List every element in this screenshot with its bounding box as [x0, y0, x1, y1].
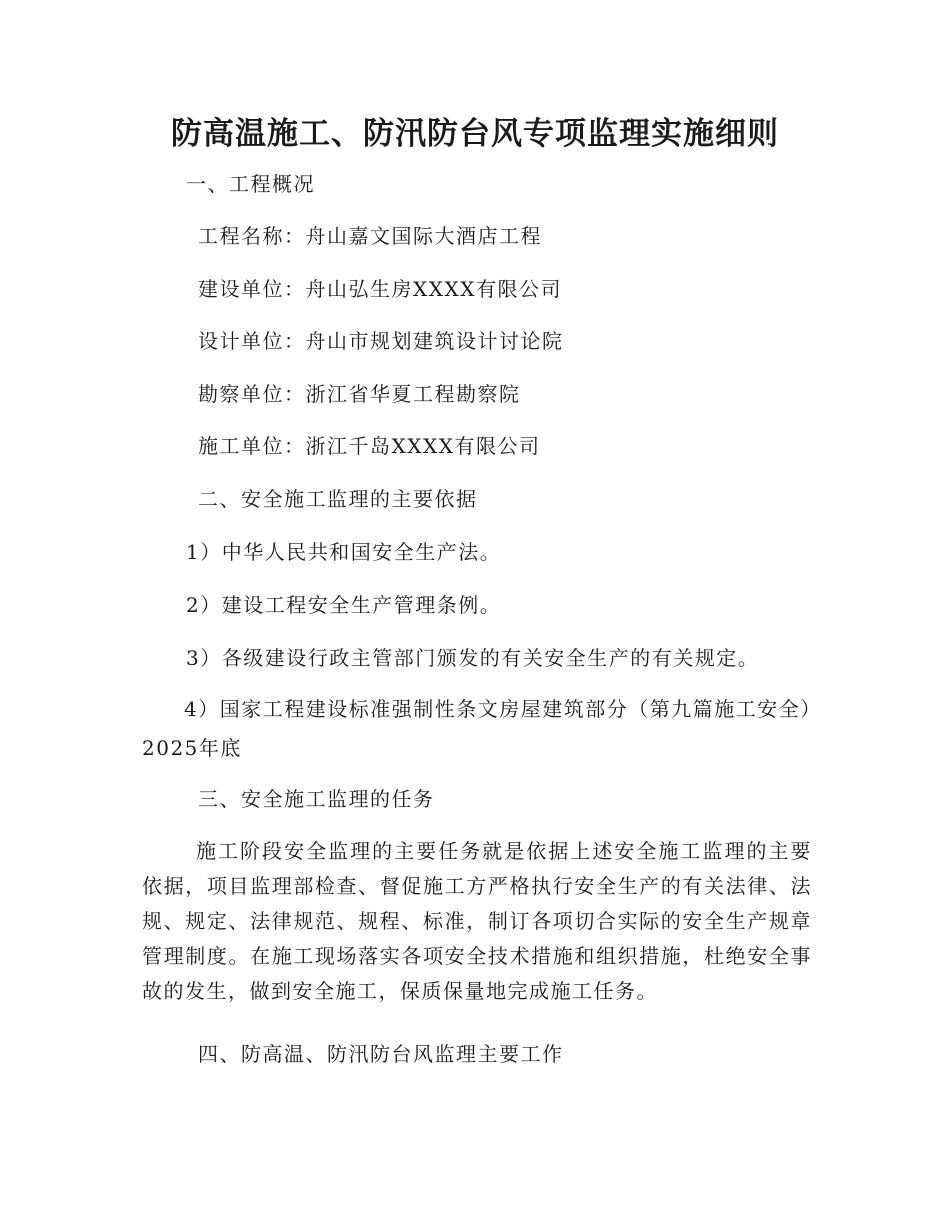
section-heading-tasks: 三、安全施工监理的任务	[198, 787, 435, 811]
survey-unit-line: 勘察单位：浙江省华夏工程勘察院	[198, 382, 521, 406]
project-name-line: 工程名称：舟山嘉文国际大酒店工程	[198, 224, 542, 248]
basis-item-4: 4）国家工程建设标准强制性条文房屋建筑部分（第九篇施工安全）2025年底	[142, 697, 812, 760]
basis-item-1: 1）中华人民共和国安全生产法。	[186, 540, 502, 564]
section-heading-main-work: 四、防高温、防汛防台风监理主要工作	[198, 1042, 564, 1066]
basis-item-3: 3）各级建设行政主管部门颁发的有关安全生产的有关规定。	[186, 646, 760, 670]
tasks-paragraph: 施工阶段安全监理的主要任务就是依据上述安全施工监理的主要依据，项目监理部检查、督促施工方严格执行安全生产的有关法律、法规、规定、法律规范、规程、标准，制订各项切合实际的安全生产规章管理制度。在施工现场落实各项安全技术措施和组织措施，杜绝安全事故的发生，做到安全施工，保质保量地完成施工任务。	[142, 839, 812, 1003]
basis-item-2: 2）建设工程安全生产管理条例。	[186, 593, 502, 617]
document-title: 防高温施工、防汛防台风专项监理实施细则	[171, 116, 779, 152]
design-unit-line: 设计单位：舟山市规划建筑设计讨论院	[198, 329, 564, 353]
construction-unit-line: 施工单位：浙江千岛XXXX有限公司	[198, 434, 541, 458]
section-heading-overview: 一、工程概况	[186, 172, 315, 196]
owner-unit-line: 建设单位：舟山弘生房XXXX有限公司	[198, 277, 562, 301]
section-heading-basis: 二、安全施工监理的主要依据	[198, 487, 478, 511]
